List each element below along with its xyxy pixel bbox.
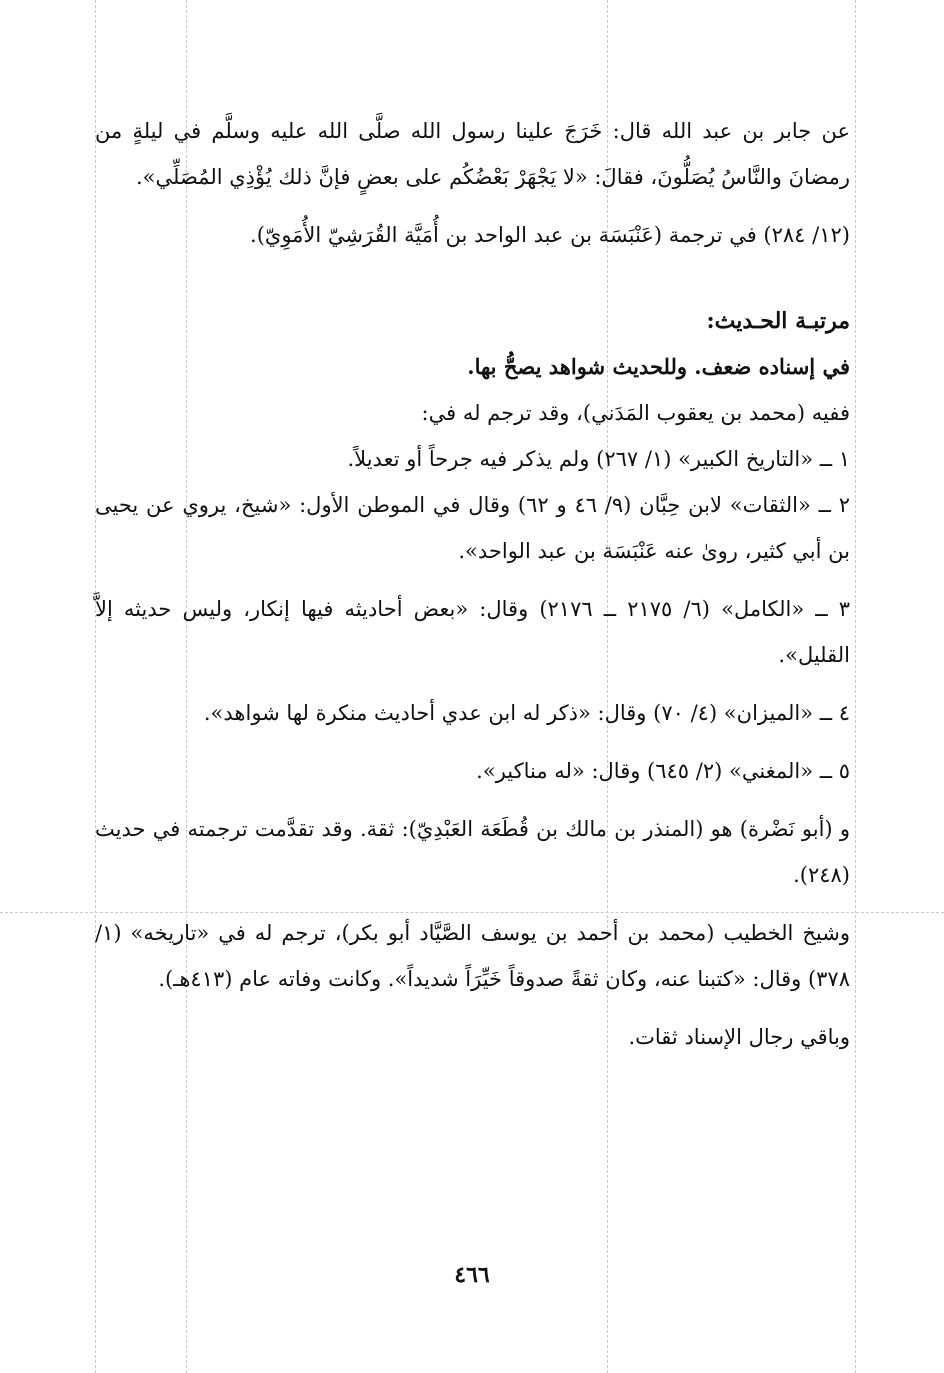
list-item: ٣ ــ «الكامل» (٦/ ٢١٧٥ ــ ٢١٧٦) وقال: «بعض أحاديثه فيها إنكار، وليس حديثه إلاَّ القليل». [95, 597, 850, 667]
list-item: ٢ ــ «الثقات» لابن حِبَّان (٩/ ٤٦ و ٦٢) وقال في الموطن الأول: «شيخ، يروي عن يحيى بن أبي كثير، روىٰ عنه عَنْبَسَة بن عبد الواحد». [95, 493, 850, 563]
closing-line: وباقي رجال الإسناد ثقات. [628, 1025, 850, 1049]
page-body [95, 108, 850, 1072]
list-item: ٥ ــ «المغني» (٢/ ٦٤٥) وقال: «له مناكير». [476, 759, 850, 783]
hadith-text: عن جابر بن عبد الله قال: خَرَجَ علينا رسول الله صلَّى الله عليه وسلَّم في ليلةٍ من رمضانَ والنَّاسُ يُصَلُّونَ، فقالَ: «لا يَجْهَرْ بَعْضُكُم على بعضٍ فإنَّ ذلك يُؤْذِي المُصَلِّي». [95, 119, 850, 189]
list-item: ٤ ــ «الميزان» (٤/ ٧٠) وقال: «ذكر له ابن عدي أحاديث منكرة لها شواهد». [203, 701, 850, 725]
abu-nadra-paragraph: و (أبو نَضْرة) هو (المنذر بن مالك بن قُطَعَة العَبْدِيّ): ثقة. وقد تقدَّمت ترجمته في حديث (٢٤٨). [95, 817, 850, 887]
list-item: ١ ــ «التاريخ الكبير» (١/ ٢٦٧) ولم يذكر فيه جرحاً أو تعديلاً. [347, 447, 850, 471]
reference-line: (١٢/ ٢٨٤) في ترجمة (عَنْبَسَة بن عبد الواحد بن أُمَيَّة القُرَشِيّ الأُمَوِيّ). [250, 223, 850, 247]
shaykh-paragraph: وشيخ الخطيب (محمد بن أحمد بن يوسف الصَّيَّاد أبو بكر)، ترجم له في «تاريخه» (١/ ٣٧٨) وقال: «كتبنا عنه، وكان ثقةً صدوقاً خَيِّرَاً شديداً». وكانت وفاته عام (٤١٣هـ). [95, 921, 850, 991]
intro-line: ففيه (محمد بن يعقوب المَدَني)، وقد ترجم له في: [421, 401, 850, 425]
page-number: ٤٦٦ [454, 1262, 490, 1288]
scan-guide-line [855, 0, 856, 1373]
ruling-line: في إسناده ضعف. وللحديث شواهد يصحُّ بها. [467, 354, 850, 379]
section-heading: مرتبـة الحـديث: [706, 308, 850, 334]
